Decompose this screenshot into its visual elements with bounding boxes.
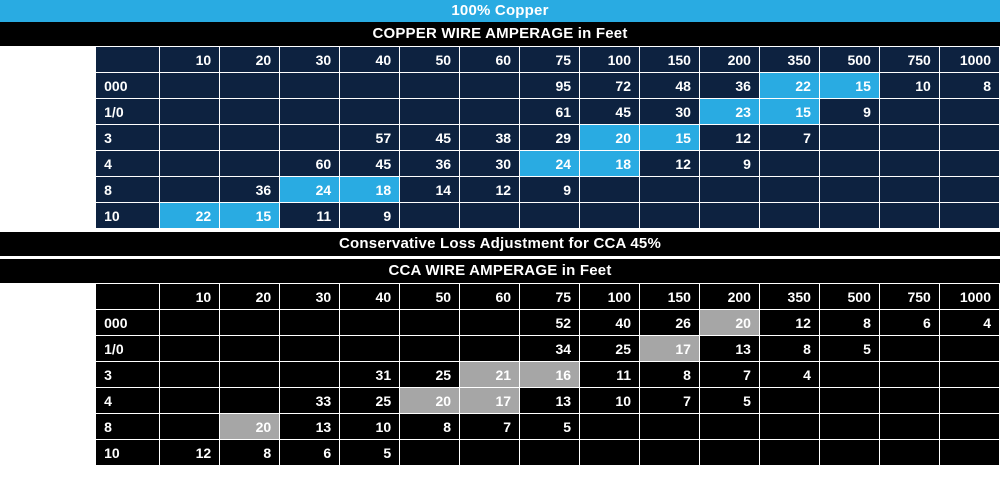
cca-row-label-8: 8 — [96, 414, 160, 440]
table-cell: 30 — [640, 99, 700, 125]
copper-amperage-table — [0, 46, 1000, 229]
table-cell: 22 — [759, 73, 819, 99]
table-cell — [220, 310, 280, 336]
copper-header-feet-20: 20 — [220, 47, 280, 73]
table-cell — [759, 151, 819, 177]
top-banner: 100% Copper — [0, 0, 1000, 22]
table-cell: 60 — [280, 151, 340, 177]
table-cell: 7 — [460, 414, 520, 440]
table-cell — [939, 125, 999, 151]
table-cell — [340, 336, 400, 362]
table-cell — [939, 99, 999, 125]
table-cell — [280, 73, 340, 99]
table-cell: 4 — [759, 362, 819, 388]
table-cell — [819, 414, 879, 440]
table-cell: 5 — [699, 388, 759, 414]
table-cell: 24 — [520, 151, 580, 177]
copper-header-feet-750: 750 — [879, 47, 939, 73]
table-cell: 33 — [280, 388, 340, 414]
copper-row-label-10: 10 — [96, 203, 160, 229]
cca-header-gauge-blank — [96, 284, 160, 310]
copper-row-label-1-0: 1/0 — [96, 99, 160, 125]
table-cell — [640, 414, 700, 440]
table-cell — [759, 414, 819, 440]
table-cell — [819, 151, 879, 177]
table-cell: 7 — [699, 362, 759, 388]
table-cell: 11 — [580, 362, 640, 388]
table-cell — [220, 99, 280, 125]
copper-row-label-000: 000 — [96, 73, 160, 99]
table-cell — [220, 336, 280, 362]
cca-header-row — [1, 284, 1000, 310]
copper-header-feet-40: 40 — [340, 47, 400, 73]
table-cell: 7 — [759, 125, 819, 151]
table-cell: 12 — [160, 440, 220, 466]
table-cell — [400, 99, 460, 125]
table-cell: 10 — [340, 414, 400, 440]
table-cell: 8 — [640, 362, 700, 388]
cca-header-feet-40: 40 — [340, 284, 400, 310]
table-cell: 24 — [280, 177, 340, 203]
table-cell — [160, 414, 220, 440]
copper-header-feet-10: 10 — [160, 47, 220, 73]
table-cell — [879, 203, 939, 229]
table-cell — [879, 336, 939, 362]
copper-header-feet-30: 30 — [280, 47, 340, 73]
table-cell: 45 — [580, 99, 640, 125]
table-row — [1, 203, 1000, 229]
table-cell: 12 — [759, 310, 819, 336]
table-cell — [160, 125, 220, 151]
table-cell: 25 — [340, 388, 400, 414]
table-cell: 13 — [520, 388, 580, 414]
table-cell — [160, 336, 220, 362]
table-cell: 9 — [699, 151, 759, 177]
table-cell: 8 — [400, 414, 460, 440]
copper-header-feet-200: 200 — [699, 47, 759, 73]
table-cell: 13 — [699, 336, 759, 362]
copper-corner-cell — [1, 47, 96, 73]
cca-header-feet-50: 50 — [400, 284, 460, 310]
copper-table-wrap — [0, 46, 1000, 229]
table-cell: 15 — [220, 203, 280, 229]
cca-header-feet-60: 60 — [460, 284, 520, 310]
table-cell: 61 — [520, 99, 580, 125]
copper-header-gauge-blank — [96, 47, 160, 73]
table-cell: 12 — [699, 125, 759, 151]
table-cell — [280, 310, 340, 336]
table-cell: 8 — [939, 73, 999, 99]
table-cell: 5 — [520, 414, 580, 440]
copper-header-feet-1000: 1000 — [939, 47, 999, 73]
table-cell — [879, 177, 939, 203]
table-cell — [460, 203, 520, 229]
table-row — [1, 73, 1000, 99]
table-row — [1, 177, 1000, 203]
table-cell — [879, 414, 939, 440]
cca-gauge-axis-label: GAUGE — [1, 310, 96, 466]
table-cell: 17 — [460, 388, 520, 414]
table-cell — [460, 440, 520, 466]
table-cell: 8 — [759, 336, 819, 362]
table-cell: 45 — [400, 125, 460, 151]
copper-header-row — [1, 47, 1000, 73]
table-cell — [819, 440, 879, 466]
table-cell: 23 — [699, 99, 759, 125]
table-cell — [280, 362, 340, 388]
cca-amperage-table — [0, 283, 1000, 466]
table-cell: 14 — [400, 177, 460, 203]
table-cell — [640, 177, 700, 203]
table-cell — [939, 151, 999, 177]
cca-row-label-4: 4 — [96, 388, 160, 414]
copper-gauge-axis-label: GAUGE — [1, 73, 96, 229]
table-cell: 11 — [280, 203, 340, 229]
table-cell — [939, 177, 999, 203]
cca-header-feet-100: 100 — [580, 284, 640, 310]
cca-header-feet-20: 20 — [220, 284, 280, 310]
table-cell: 29 — [520, 125, 580, 151]
table-cell — [580, 177, 640, 203]
table-cell: 8 — [220, 440, 280, 466]
table-cell: 34 — [520, 336, 580, 362]
copper-row-label-8: 8 — [96, 177, 160, 203]
table-cell — [580, 203, 640, 229]
table-cell: 36 — [699, 73, 759, 99]
table-cell — [460, 336, 520, 362]
cca-header-feet-75: 75 — [520, 284, 580, 310]
table-cell — [340, 73, 400, 99]
table-cell — [879, 440, 939, 466]
table-cell — [460, 73, 520, 99]
table-cell: 5 — [340, 440, 400, 466]
table-row — [1, 336, 1000, 362]
table-cell: 13 — [280, 414, 340, 440]
cca-header-feet-1000: 1000 — [939, 284, 999, 310]
table-cell — [400, 336, 460, 362]
cca-header-feet-10: 10 — [160, 284, 220, 310]
table-cell: 10 — [879, 73, 939, 99]
table-cell: 36 — [220, 177, 280, 203]
table-cell — [699, 177, 759, 203]
table-cell: 36 — [400, 151, 460, 177]
table-cell — [220, 125, 280, 151]
table-row — [1, 310, 1000, 336]
table-cell: 20 — [699, 310, 759, 336]
table-cell — [879, 151, 939, 177]
table-cell — [819, 203, 879, 229]
copper-header-feet-50: 50 — [400, 47, 460, 73]
table-cell: 38 — [460, 125, 520, 151]
table-cell — [520, 203, 580, 229]
table-cell — [699, 414, 759, 440]
cca-table-banner: CCA WIRE AMPERAGE in Feet — [0, 259, 1000, 283]
table-cell — [400, 310, 460, 336]
cca-table-wrap — [0, 283, 1000, 466]
table-cell — [160, 73, 220, 99]
table-cell: 18 — [580, 151, 640, 177]
table-cell — [400, 440, 460, 466]
table-cell: 15 — [759, 99, 819, 125]
table-row — [1, 362, 1000, 388]
cca-header-feet-350: 350 — [759, 284, 819, 310]
table-cell: 12 — [460, 177, 520, 203]
table-cell — [759, 203, 819, 229]
table-cell: 20 — [400, 388, 460, 414]
table-cell: 18 — [340, 177, 400, 203]
table-cell — [520, 440, 580, 466]
table-cell — [580, 440, 640, 466]
table-cell — [939, 336, 999, 362]
table-cell: 15 — [819, 73, 879, 99]
cca-row-label-10: 10 — [96, 440, 160, 466]
copper-table-body — [1, 47, 1000, 229]
cca-row-label-1-0: 1/0 — [96, 336, 160, 362]
table-cell: 5 — [819, 336, 879, 362]
table-cell — [460, 310, 520, 336]
table-cell: 72 — [580, 73, 640, 99]
copper-header-feet-100: 100 — [580, 47, 640, 73]
table-cell — [879, 362, 939, 388]
cca-header-feet-750: 750 — [879, 284, 939, 310]
cca-table-body — [1, 284, 1000, 466]
table-cell — [759, 177, 819, 203]
table-cell: 95 — [520, 73, 580, 99]
copper-header-feet-350: 350 — [759, 47, 819, 73]
cca-header-feet-500: 500 — [819, 284, 879, 310]
copper-header-feet-500: 500 — [819, 47, 879, 73]
copper-row-label-3: 3 — [96, 125, 160, 151]
table-cell: 7 — [640, 388, 700, 414]
table-row — [1, 440, 1000, 466]
table-cell — [340, 99, 400, 125]
cca-corner-cell — [1, 284, 96, 310]
cca-row-label-3: 3 — [96, 362, 160, 388]
table-cell — [220, 151, 280, 177]
table-cell — [400, 203, 460, 229]
table-cell: 22 — [160, 203, 220, 229]
table-cell: 15 — [640, 125, 700, 151]
table-cell — [939, 362, 999, 388]
table-cell: 20 — [220, 414, 280, 440]
table-cell — [640, 440, 700, 466]
table-row — [1, 151, 1000, 177]
table-cell: 17 — [640, 336, 700, 362]
table-cell: 48 — [640, 73, 700, 99]
table-cell: 26 — [640, 310, 700, 336]
table-cell — [699, 203, 759, 229]
table-cell — [939, 203, 999, 229]
middle-banner: Conservative Loss Adjustment for CCA 45% — [0, 232, 1000, 256]
table-cell — [939, 440, 999, 466]
table-cell: 9 — [819, 99, 879, 125]
table-cell — [340, 310, 400, 336]
table-cell — [640, 203, 700, 229]
table-cell — [819, 125, 879, 151]
table-cell: 30 — [460, 151, 520, 177]
table-cell — [879, 99, 939, 125]
copper-header-feet-60: 60 — [460, 47, 520, 73]
cca-header-feet-200: 200 — [699, 284, 759, 310]
table-cell — [280, 125, 340, 151]
table-cell — [280, 99, 340, 125]
table-cell — [879, 388, 939, 414]
table-cell — [939, 388, 999, 414]
table-cell: 31 — [340, 362, 400, 388]
table-cell — [160, 362, 220, 388]
copper-row-label-4: 4 — [96, 151, 160, 177]
table-cell — [699, 440, 759, 466]
table-cell — [819, 362, 879, 388]
table-cell — [280, 336, 340, 362]
table-cell: 25 — [400, 362, 460, 388]
table-cell — [939, 414, 999, 440]
table-cell — [460, 99, 520, 125]
table-cell — [160, 99, 220, 125]
table-cell — [160, 388, 220, 414]
table-row — [1, 388, 1000, 414]
table-cell: 12 — [640, 151, 700, 177]
table-cell: 6 — [879, 310, 939, 336]
table-cell: 52 — [520, 310, 580, 336]
table-cell: 6 — [280, 440, 340, 466]
table-cell — [819, 388, 879, 414]
cca-row-label-000: 000 — [96, 310, 160, 336]
table-row — [1, 125, 1000, 151]
table-cell: 45 — [340, 151, 400, 177]
table-cell: 25 — [580, 336, 640, 362]
table-cell — [580, 414, 640, 440]
table-cell — [879, 125, 939, 151]
table-cell: 9 — [340, 203, 400, 229]
cca-header-feet-30: 30 — [280, 284, 340, 310]
table-cell: 57 — [340, 125, 400, 151]
table-cell — [220, 388, 280, 414]
table-cell — [160, 310, 220, 336]
copper-header-feet-75: 75 — [520, 47, 580, 73]
copper-table-banner: COPPER WIRE AMPERAGE in Feet — [0, 22, 1000, 46]
table-cell — [400, 73, 460, 99]
table-cell — [819, 177, 879, 203]
cca-header-feet-150: 150 — [640, 284, 700, 310]
copper-header-feet-150: 150 — [640, 47, 700, 73]
table-cell — [759, 388, 819, 414]
table-cell — [220, 362, 280, 388]
table-cell — [160, 177, 220, 203]
table-cell: 16 — [520, 362, 580, 388]
table-cell — [160, 151, 220, 177]
table-cell: 20 — [580, 125, 640, 151]
table-cell: 4 — [939, 310, 999, 336]
table-row — [1, 414, 1000, 440]
table-cell: 9 — [520, 177, 580, 203]
table-cell — [220, 73, 280, 99]
table-cell: 10 — [580, 388, 640, 414]
table-cell: 40 — [580, 310, 640, 336]
table-cell: 21 — [460, 362, 520, 388]
table-cell — [759, 440, 819, 466]
table-cell: 8 — [819, 310, 879, 336]
table-row — [1, 99, 1000, 125]
